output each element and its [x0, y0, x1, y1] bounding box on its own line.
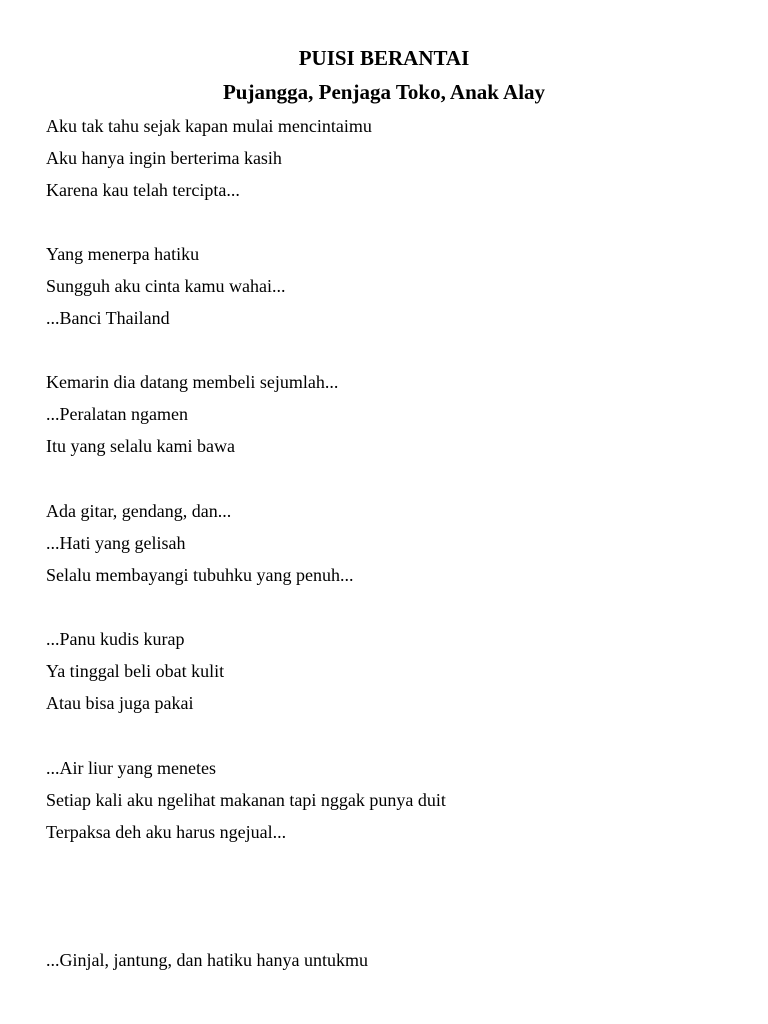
stanza-2: [46, 238, 726, 334]
poem-line: Selalu membayangi tubuhku yang penuh...: [46, 565, 354, 585]
poem-line: Karena kau telah tercipta...: [46, 180, 240, 200]
poem-line: Aku tak tahu sejak kapan mulai mencintaimu: [46, 116, 372, 136]
poem-line: Terpaksa deh aku harus ngejual...: [46, 822, 287, 842]
poem-line: ...Ginjal, jantung, dan hatiku hanya untukmu: [46, 950, 368, 970]
poem-line: Sungguh aku cinta kamu wahai...: [46, 276, 286, 296]
poem-line: Kemarin dia datang membeli sejumlah...: [46, 372, 339, 392]
poem-line: ...Peralatan ngamen: [46, 404, 188, 424]
stanza-7: [46, 944, 726, 976]
poem-line: Setiap kali aku ngelihat makanan tapi nggak punya duit: [46, 790, 446, 810]
stanza-6: [46, 752, 726, 848]
poem-line: ...Hati yang gelisah: [46, 533, 186, 553]
poem-line: Ya tinggal beli obat kulit: [46, 661, 225, 681]
poem-line: Aku hanya ingin berterima kasih: [46, 148, 282, 168]
stanza-1: [46, 110, 726, 206]
poem-line: ...Panu kudis kurap: [46, 629, 185, 649]
page-subtitle: Pujangga, Penjaga Toko, Anak Alay: [222, 80, 546, 104]
stanza-5: [46, 623, 726, 719]
poem-line: ...Banci Thailand: [46, 308, 170, 328]
poem-line: Itu yang selalu kami bawa: [46, 436, 235, 456]
page-title: PUISI BERANTAI: [298, 46, 470, 70]
stanza-4: [46, 495, 726, 591]
stanza-3: [46, 366, 726, 462]
poem-line: ...Air liur yang menetes: [46, 758, 216, 778]
poem-line: Ada gitar, gendang, dan...: [46, 501, 232, 521]
poem-line: Yang menerpa hatiku: [46, 244, 200, 264]
poem-line: Atau bisa juga pakai: [46, 693, 194, 713]
